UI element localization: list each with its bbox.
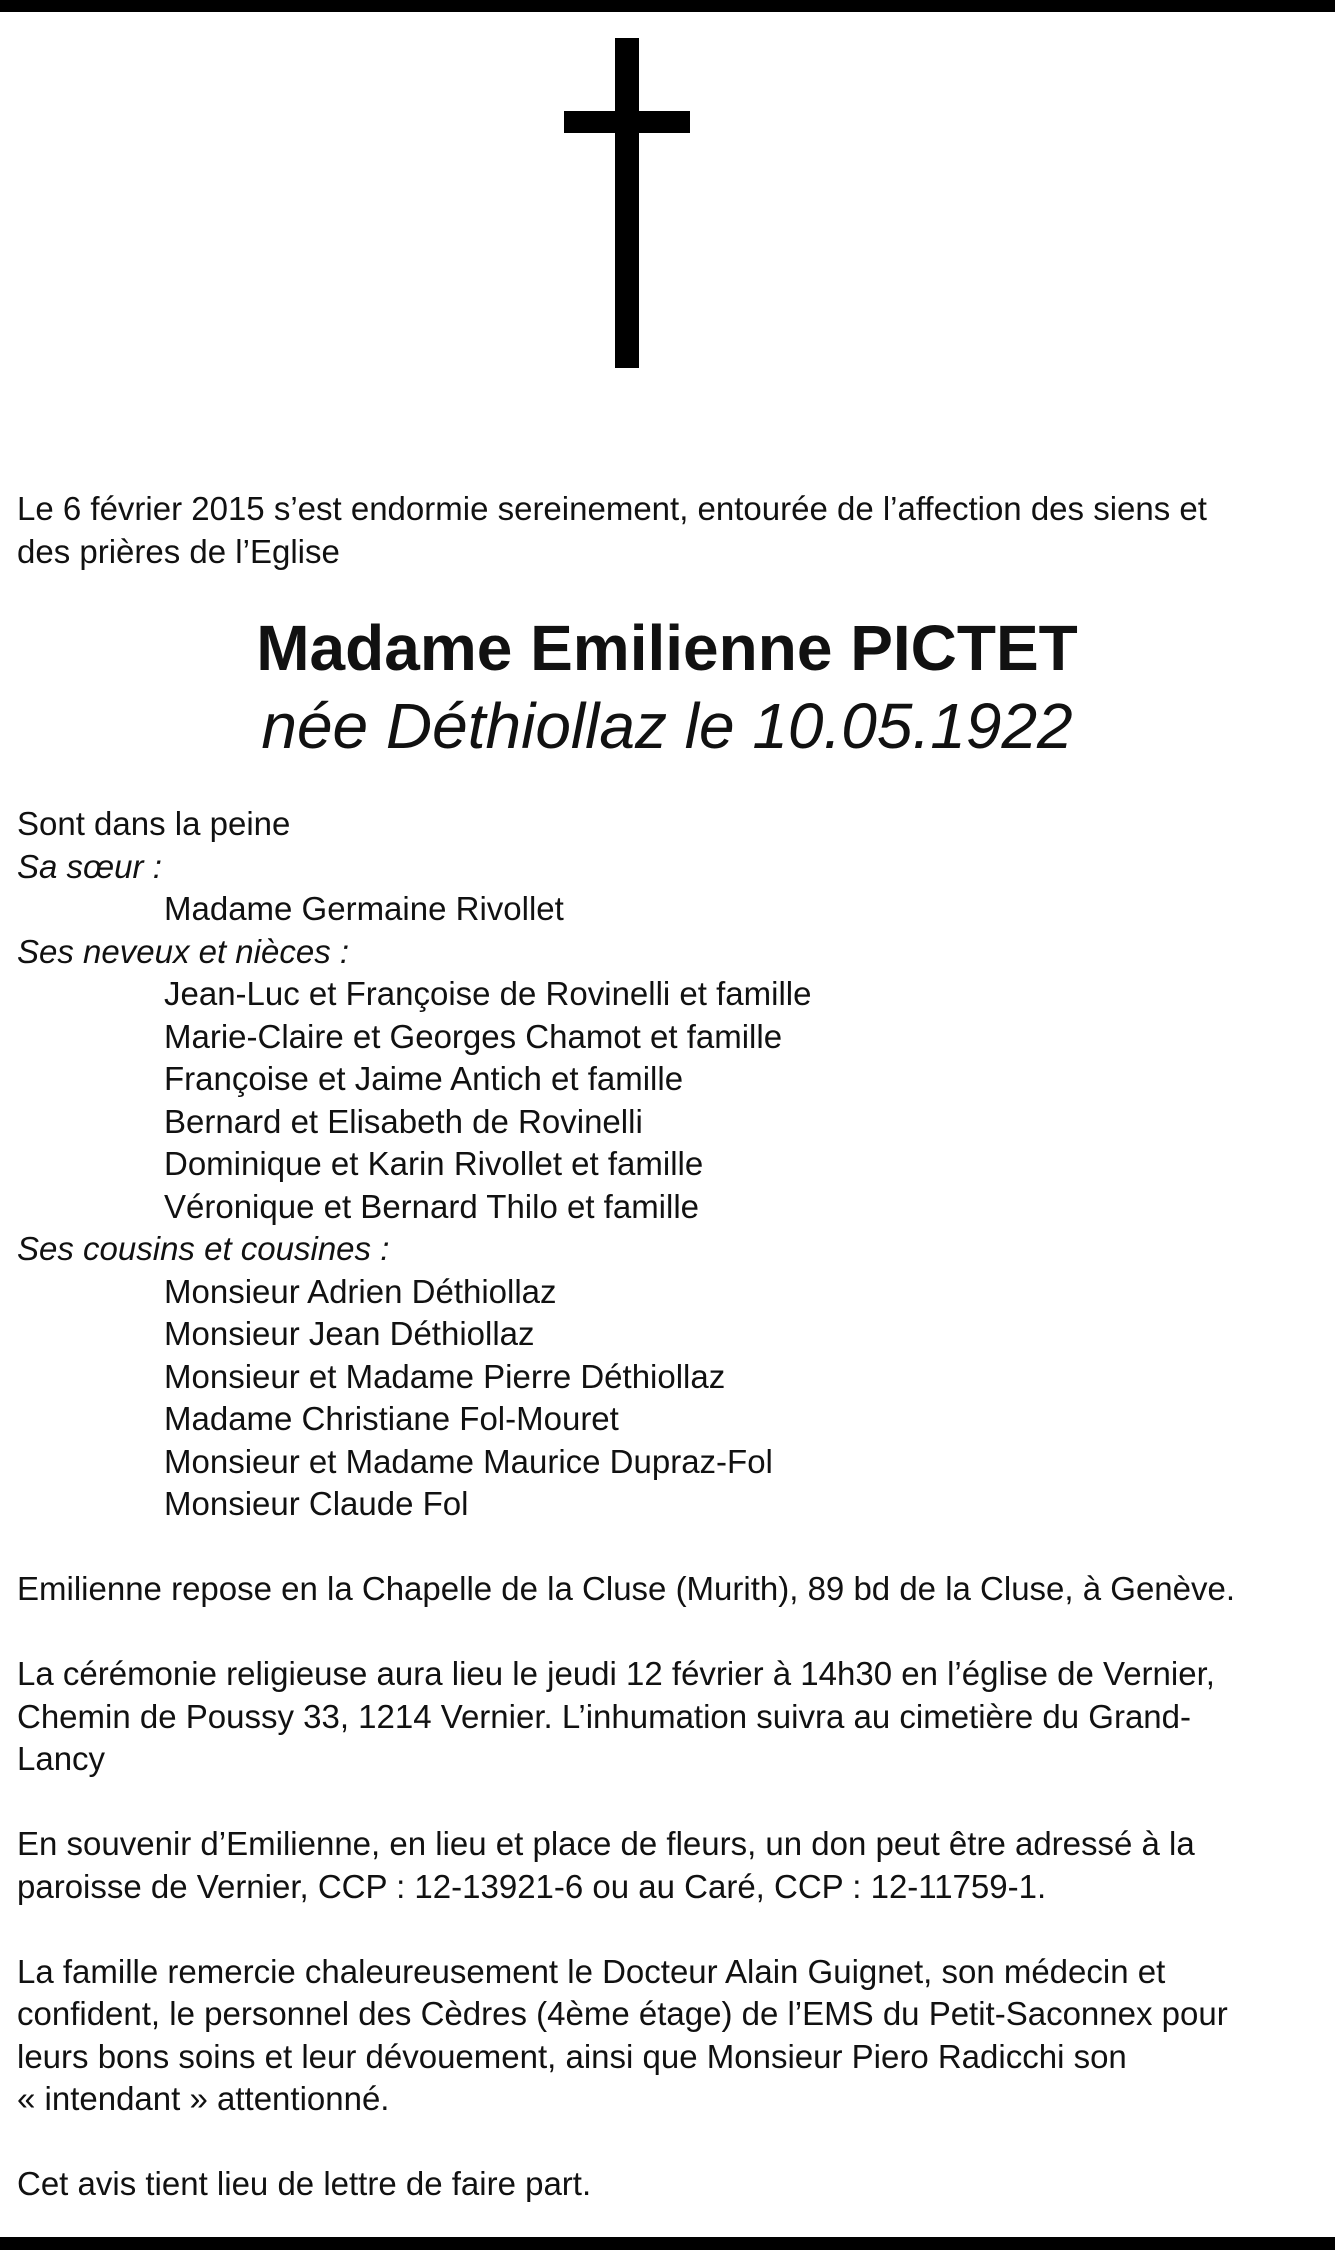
donation-line: paroisse de Vernier, CCP : 12-13921-6 ou au Caré, CCP : 12-11759-1. — [17, 1867, 1047, 1905]
ceremony-line: Lancy — [17, 1740, 106, 1777]
intro-line-1: Le 6 février 2015 s’est endormie sereinement, entourée de l’affection des siens et — [17, 490, 1207, 527]
family-member: Dominique et Karin Rivollet et famille — [164, 1145, 704, 1182]
cross-vertical-beam — [615, 38, 639, 368]
family-heading: Sont dans la peine — [17, 805, 291, 842]
thanks-line: « intendant » attentionné. — [17, 2080, 390, 2117]
deceased-birth: née Déthiollaz le 10.05.1922 — [261, 690, 1073, 762]
thanks-line: La famille remercie chaleureusement le Docteur Alain Guignet, son médecin et — [17, 1952, 1166, 1990]
family-member: Monsieur Claude Fol — [164, 1485, 469, 1522]
ceremony-line: Chemin de Poussy 33, 1214 Vernier. L’inhumation suivra au cimetière du Grand- — [17, 1697, 1191, 1735]
family-member: Françoise et Jaime Antich et famille — [164, 1060, 684, 1097]
family-member: Monsieur et Madame Maurice Dupraz-Fol — [164, 1442, 773, 1480]
family-member: Monsieur et Madame Pierre Déthiollaz — [164, 1357, 726, 1395]
bottom-border-rule — [0, 2237, 1335, 2250]
deceased-name: Madame Emilienne PICTET — [256, 612, 1078, 684]
cross-horizontal-beam — [564, 111, 690, 133]
obituary-body — [17, 488, 1317, 2206]
family-member: Jean-Luc et Françoise de Rovinelli et famille — [164, 975, 812, 1012]
group-label-cousins: Ses cousins et cousines : — [17, 1230, 390, 1267]
latin-cross-icon — [0, 0, 1335, 380]
group-label-nephews-nieces: Ses neveux et nièces : — [17, 932, 350, 970]
closing-line: Cet avis tient lieu de lettre de faire part. — [17, 2165, 592, 2202]
family-member: Monsieur Jean Déthiollaz — [164, 1315, 535, 1352]
family-member: Madame Germaine Rivollet — [164, 890, 564, 927]
thanks-line: confident, le personnel des Cèdres (4ème étage) de l’EMS du Petit-Saconnex pour — [17, 1995, 1228, 2032]
group-label-sister: Sa sœur : — [17, 847, 162, 885]
ceremony-line: La cérémonie religieuse aura lieu le jeudi 12 février à 14h30 en l’église de Vernier, — [17, 1655, 1215, 1692]
intro-line-2: des prières de l’Eglise — [17, 532, 340, 570]
repose-paragraph: Emilienne repose en la Chapelle de la Cluse (Murith), 89 bd de la Cluse, à Genève. — [17, 1570, 1236, 1607]
family-member: Madame Christiane Fol-Mouret — [164, 1400, 619, 1437]
donation-line: En souvenir d’Emilienne, en lieu et place de fleurs, un don peut être adressé à la — [17, 1825, 1195, 1862]
family-member: Véronique et Bernard Thilo et famille — [164, 1187, 700, 1225]
family-member: Monsieur Adrien Déthiollaz — [164, 1272, 557, 1310]
family-member: Marie-Claire et Georges Chamot et famille — [164, 1017, 783, 1055]
thanks-line: leurs bons soins et leur dévouement, ainsi que Monsieur Piero Radicchi son — [17, 2037, 1127, 2075]
family-member: Bernard et Elisabeth de Rovinelli — [164, 1102, 643, 1140]
